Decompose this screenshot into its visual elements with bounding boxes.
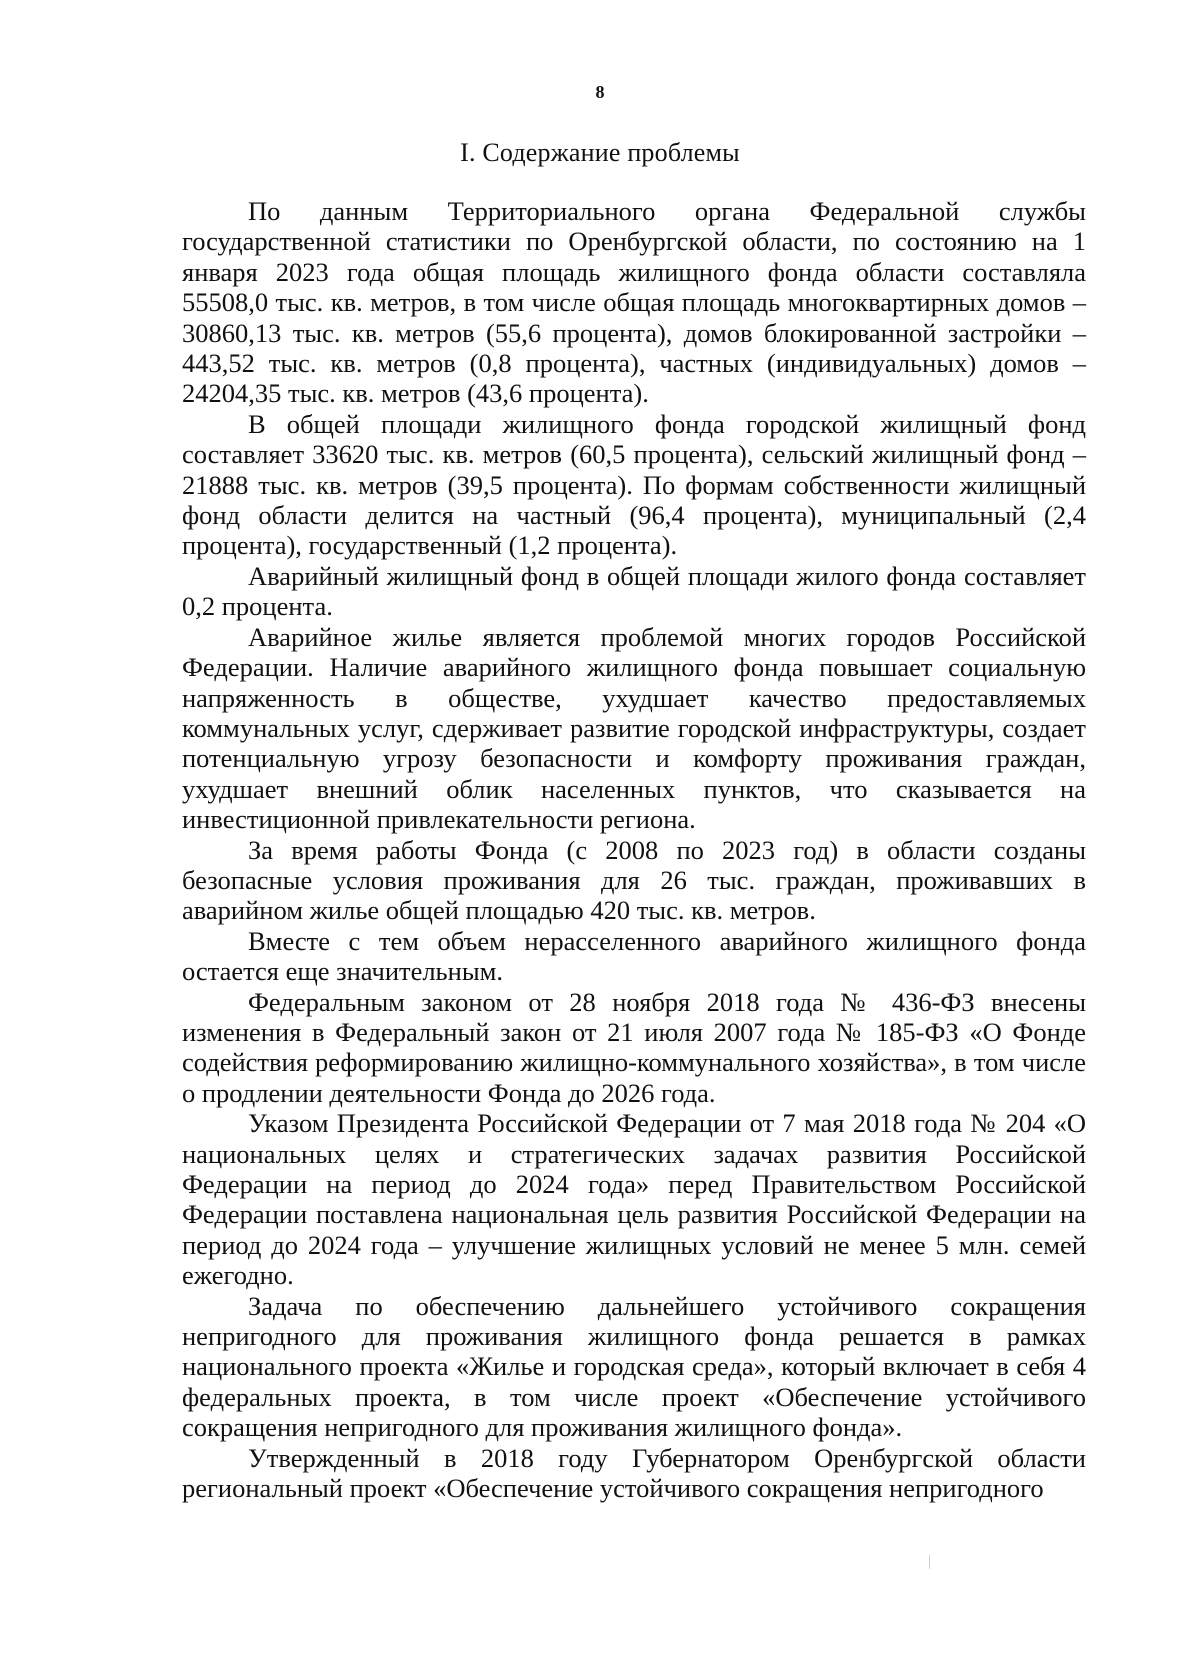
paragraph-emergency-problem: Аварийное жилье является проблемой многих городов Российской Федерации. Наличие аварийного жилищного фонда повышает социальную напряженность в обществе, ухудшает качество предоставляемых коммунальных услуг, сдерживает развитие городской инфраструктуры, создает потенциальную угрозу безопасности и комфорту проживания граждан, ухудшает внешний облик населенных пунктов, что сказывается на инвестиционной привлекательности региона. (182, 621, 1086, 835)
paragraph-national-project: Задача по обеспечению дальнейшего устойчивого сокращения непригодного для проживания жилищного фонда решается в рамках национального проекта «Жилье и городская среда», который включает в себя 4 федеральных проекта, в том числе проект «Обеспечение устойчивого сокращения непригодного для проживания жилищного фонда». (182, 1290, 1086, 1443)
paragraph-fund-results: За время работы Фонда (с 2008 по 2023 год) в области созданы безопасные условия проживания для 26 тыс. граждан, проживавших в аварийном жилье общей площадью 420 тыс. кв. метров. (182, 834, 1086, 926)
paragraph-urban-rural-ownership: В общей площади жилищного фонда городской жилищный фонд составляет 33620 тыс. кв. метров (60,5 процента), сельский жилищный фонд – 21888 тыс. кв. метров (39,5 процента). По формам собственности жилищный фонд области делится на частный (96,4 процента), муниципальный (2,4 процента), государственный (1,2 процента). (182, 408, 1086, 561)
page-number: 8 (595, 82, 605, 102)
paragraph-remaining-stock: Вместе с тем объем нерасселенного аварийного жилищного фонда остается еще значительным. (182, 925, 1086, 987)
paragraph-regional-project: Утвержденный в 2018 году Губернатором Оренбургской области региональный проект «Обеспечение устойчивого сокращения непригодного (182, 1442, 1086, 1504)
paragraph-emergency-share: Аварийный жилищный фонд в общей площади жилого фонда составляет 0,2 процента. (182, 560, 1086, 622)
scan-artifact (929, 1555, 930, 1569)
section-title: I. Содержание проблемы (460, 138, 740, 167)
paragraph-presidential-decree: Указом Президента Российской Федерации от 7 мая 2018 года № 204 «О национальных целях и стратегических задачах развития Российской Федерации на период до 2024 года» перед Правительством Российской Федерации поставлена национальная цель развития Российской Федерации на период до 2024 года – улучшение жилищных условий не менее 5 млн. семей ежегодно. (182, 1108, 1086, 1291)
paragraph-housing-stock-area: По данным Территориального органа Федеральной службы государственной статистики по Оренбургской области, по состоянию на 1 января 2023 года общая площадь жилищного фонда области составляла 55508,0 тыс. кв. метров, в том числе общая площадь многоквартирных домов – 30860,13 тыс. кв. метров (55,6 процента), домов блокированной застройки – 443,52 тыс. кв. метров (0,8 процента), частных (индивидуальных) домов – 24204,35 тыс. кв. метров (43,6 процента). (182, 196, 1086, 409)
document-body (182, 196, 1086, 1503)
paragraph-federal-law: Федеральным законом от 28 ноября 2018 года № 436-ФЗ внесены изменения в Федеральный закон от 21 июля 2007 года № 185-ФЗ «О Фонде содействия реформированию жилищно-коммунального хозяйства», в том числе о продлении деятельности Фонда до 2026 года. (182, 986, 1086, 1108)
